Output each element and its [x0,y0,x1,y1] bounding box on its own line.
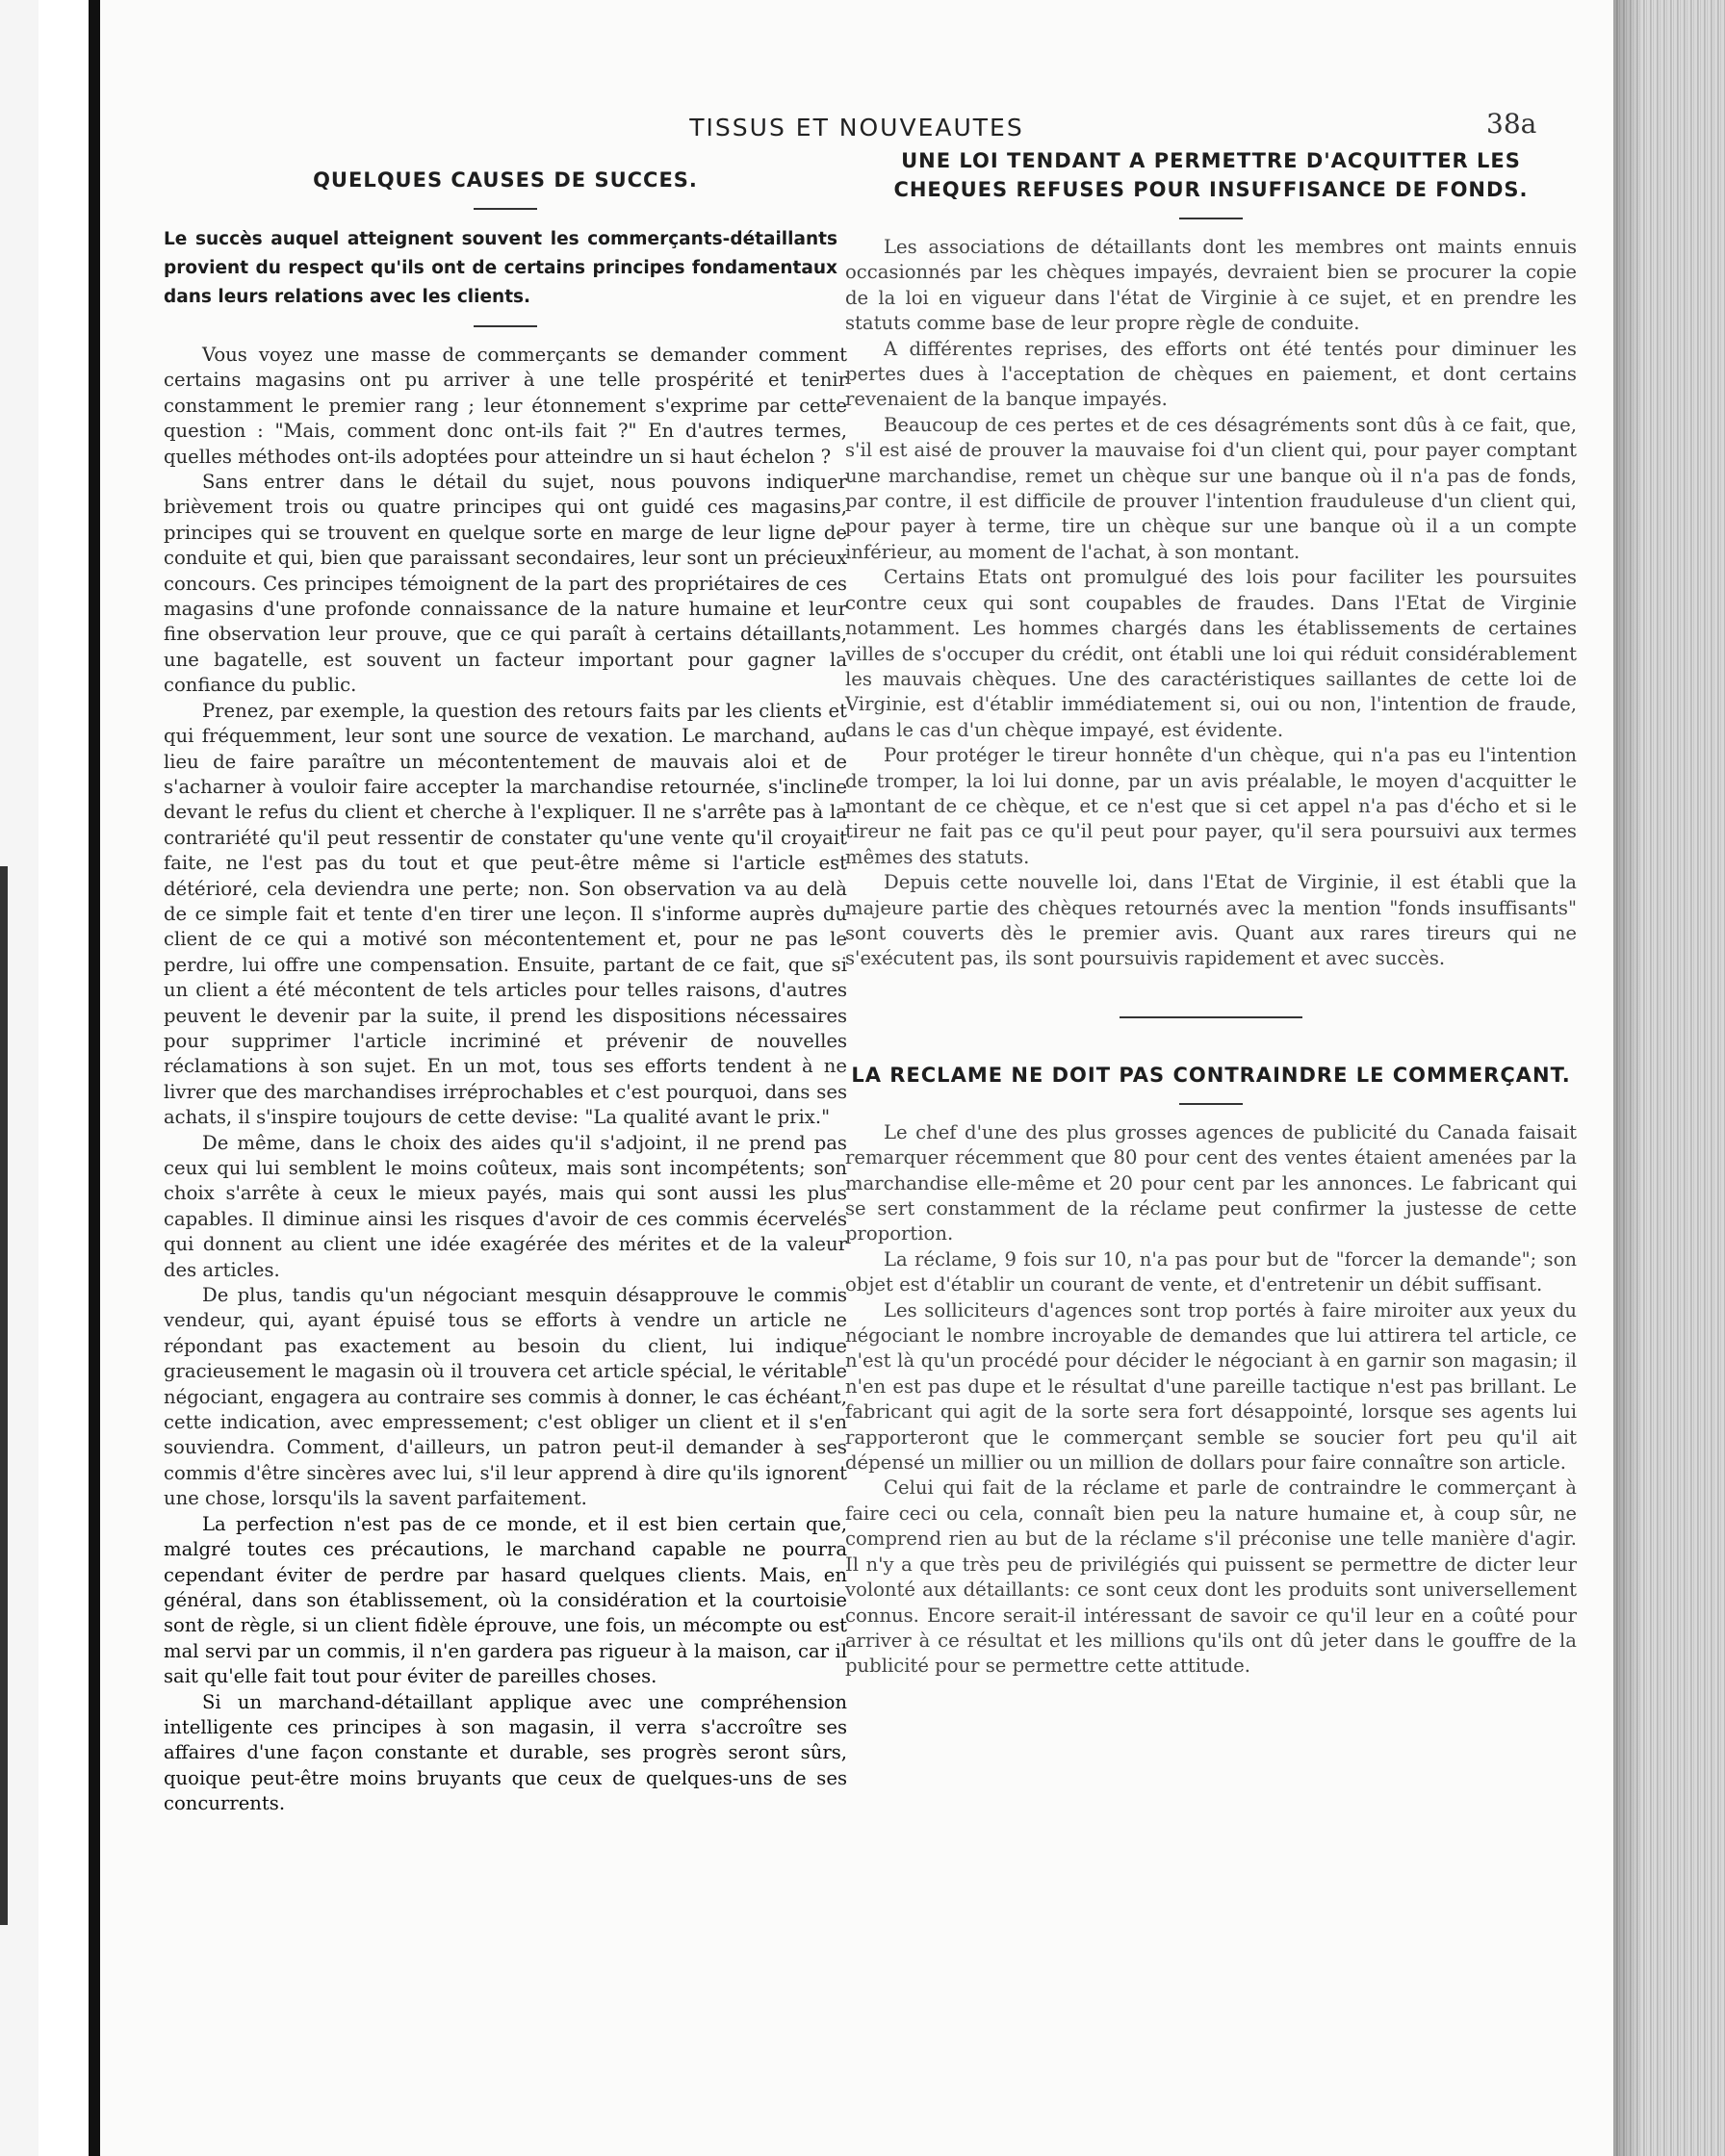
title-separator [1179,1103,1243,1105]
page-number: 38a [1486,108,1537,140]
article-title: LA RECLAME NE DOIT PAS CONTRAINDRE LE COMMERÇANT. [851,1063,1571,1087]
paragraph: Certains Etats ont promulgué des lois pour faciliter les poursuites contre ceux qui sont coupables de fraudes. Dans l'Etat de Virginie notamment. Les hommes chargés dans les établissements de certaines villes de s'occuper du crédit, ont établi une loi qui réduit considérablement les mauvais chèques. Une des caractéristiques saillantes de cette loi de Virginie, est d'établir immédiatement si, oui ou non, l'intention de fraude, dans le cas d'un chèque impayé, est évidente. [845,566,1577,741]
paragraph: Celui qui fait de la réclame et parle de contraindre le commerçant à faire ceci ou cela, connaît bien peu la nature humaine et, à coup sûr, ne comprend rien au but de la réclame s'il préconise une telle manière d'agir. Il n'y a que très peu de privilégiés qui puissent se permettre de dicter leur volonté aux détaillants: ce sont ceux dont les produits sont universellement connus. Encore serait-il intéressant de savoir ce qu'il leur en a coûté pour arriver à ce résultat et les millions qu'ils ont dû jeter dans le gouffre de la publicité pour se permettre cette attitude. [845,1476,1577,1678]
title-separator [474,208,537,210]
left-column [164,166,847,1817]
paragraph: Prenez, par exemple, la question des retours faits par les clients et qui fréquemment, leur sont une source de vexation. Le marchand, au lieu de faire paraître un mécontentement de mauvais aloi et de s'acharner à vouloir faire accepter la marchandise retournée, s'incline devant le refus du client et cherche à l'expliquer. Il ne s'arrête pas à la contrariété qu'il peut ressentir de constater qu'une vente qu'il croyait faite, ne l'est pas du tout et que peut-être même si l'article est détérioré, cela deviendra une perte; non. Son observation va au delà de ce simple fait et tente d'en tirer une leçon. Il s'informe auprès du client de ce qui a motivé son mécontentement et, pour ne pas le perdre, lui offre une compensation. Ensuite, partant de ce fait, que si un client a été mécontent de tels articles pour telles raisons, d'autres peuvent le devenir par la suite, il prend les dispositions nécessaires pour supprimer l'article incriminé et prévenir de nouvelles réclamations à son sujet. En un mot, tous ses efforts tendent à ne livrer que des marchandises irréprochables et c'est pourquoi, dans ses achats, il s'inspire toujours de cette devise: "La qualité avant le prix." [164,699,847,1129]
lead-separator [474,325,537,327]
paragraph: Depuis cette nouvelle loi, dans l'Etat de Virginie, il est établi que la majeure partie des chèques retournés avec la mention "fonds insuffisants" sont couverts dès le premier avis. Quant aux rares tireurs qui ne s'exécutent pas, ils sont poursuivis rapidement et avec succès. [845,871,1577,970]
paragraph: Le chef d'une des plus grosses agences de publicité du Canada faisait remarquer récemment que 80 pour cent des ventes étaient amenées par la marchandise elle-même et 20 pour cent par les annonces. Le fabricant qui se sert constamment de la réclame peut confirmer la justesse de cette proportion. [845,1120,1577,1245]
paragraph: Les associations de détaillants dont les membres ont maints ennuis occasionnés par les chèques impayés, devraient bien se procurer la copie de la loi en vigueur dans l'état de Virginie à ce sujet, et en prendre les statuts comme base de leur propre règle de conduite. [845,236,1577,335]
article-title: UNE LOI TENDANT A PERMETTRE D'ACQUITTER LES CHEQUES REFUSES POUR INSUFFISANCE DE FONDS. [893,149,1529,201]
article-lead: Le succès auquel atteignent souvent les commerçants-détaillants provient du respect qu'ils ont de certains principes fondamentaux dans leurs relations avec les clients. [164,229,837,307]
right-column [845,146,1577,1680]
paragraph: Sans entrer dans le détail du sujet, nous pouvons indiquer brièvement trois ou quatre principes qui ont guidé ces magasins, principes qui se trouvent en quelque sorte en marge de leur ligne de conduite et qui, bien que paraissant secondaires, leur sont un précieux concours. Ces principes témoignent de la part des propriétaires de ces magasins d'une profonde connaissance de la nature humaine et leur fine observation leur prouve, que ce qui paraît à certains détaillants, une bagatelle, est souvent un facteur important pour gagner la confiance du public. [164,471,847,697]
page [100,0,1613,2156]
left-edge-mark [0,866,8,1925]
article-title: QUELQUES CAUSES DE SUCCES. [313,168,698,192]
paragraph: Beaucoup de ces pertes et de ces désagréments sont dûs à ce fait, que, s'il est aisé de prouver la mauvaise foi d'un client qui, pour payer comptant une marchandise, remet un chèque sur une banque où il n'a pas de fonds, par contre, il est difficile de prouver l'intention frauduleuse d'un client qui, pour payer à terme, tire un chèque sur une banque où il a un compte inférieur, au moment de l'achat, à son montant. [845,413,1577,563]
running-head: TISSUS ET NOUVEAUTES [689,114,1024,141]
paragraph: Si un marchand-détaillant applique avec une compréhension intelligente ces principes à son magasin, il verra s'accroître ses affaires d'une façon constante et durable, ses progrès seront sûrs, quoique peut-être moins bruyants que ceux de quelques-uns de ses concurrents. [164,1690,847,1815]
paragraph: Les solliciteurs d'agences sont trop portés à faire miroiter aux yeux du négociant le nombre incroyable de demandes que lui attirera tel article, ce n'est là qu'un procédé pour décider le négociant à en garnir son magasin; il n'en est pas dupe et le résultat d'une pareille tactique n'est pas brillant. Le fabricant qui agit de la sorte sera fort désappointé, lorsque ses agents lui rapporteront que le commerçant semble se soucier fort peu qu'il ait dépensé un millier ou un million de dollars pour faire connaître son article. [845,1298,1577,1475]
paragraph: La perfection n'est pas de ce monde, et il est bien certain que, malgré toutes ces précautions, le marchand capable ne pourra cependant éviter de perdre par hasard quelques clients. Mais, en général, dans son établissement, où la considération et la courtoisie sont de règle, si un client fidèle éprouve, une fois, un mécompte ou est mal servi par un commis, il n'en gardera pas rigueur à la maison, car il sait qu'elle fait tout pour éviter de pareilles choses. [164,1512,847,1688]
paragraph: De plus, tandis qu'un négociant mesquin désapprouve le commis vendeur, qui, ayant épuisé tous se efforts à vendre un article ne répondant pas exactement au besoin du client, lui indique gracieusement le magasin où il trouvera cet article spécial, le véritable négociant, engagera au contraire ses commis à donner, le cas échéant, cette indication, avec empressement; c'est obliger un client et il s'en souviendra. Comment, d'ailleurs, un patron peut-il demander à ses commis d'être sincères avec lui, s'il leur apprend à dire qu'ils ignorent une chose, lorsqu'ils la savent parfaitement. [164,1284,847,1510]
article-separator [1120,1016,1302,1018]
book-page-edges [1613,0,1725,2156]
paragraph: A différentes reprises, des efforts ont été tentés pour diminuer les pertes dues à l'acceptation de chèques en paiement, et dont certains revenaient de la banque impayés. [845,337,1577,411]
paragraph: De même, dans le choix des aides qu'il s'adjoint, il ne prend pas ceux qui lui semblent le moins coûteux, mais sont incompétents; son choix s'arrête à ceux le mieux payés, mais qui sont aussi les plus capables. Il diminue ainsi les risques d'avoir de ces commis écervelés qui donnent au client une idée exagérée des mérites et de la valeur des articles. [164,1131,847,1281]
binding-shadow [89,0,100,2156]
paragraph: La réclame, 9 fois sur 10, n'a pas pour but de "forcer la demande"; son objet est d'établir un courant de vente, et d'entretenir un débit suffisant. [845,1247,1577,1296]
title-separator [1179,218,1243,219]
paragraph: Vous voyez une masse de commerçants se demander comment certains magasins ont pu arriver à une telle prospérité et tenir constamment le premier rang ; leur étonnement s'exprime par cette question : "Mais, comment donc ont-ils fait ?" En d'autres termes, quelles méthodes ont-ils adoptées pour atteindre un si haut échelon ? [164,344,847,468]
paragraph: Pour protéger le tireur honnête d'un chèque, qui n'a pas eu l'intention de tromper, la loi lui donne, par un avis préalable, le moyen d'acquitter le montant de ce chèque, et ce n'est que si cet appel n'a pas d'écho et si le tireur ne fait pas ce qu'il peut pour payer, qu'il sera poursuivi aux termes mêmes des statuts. [845,744,1577,868]
